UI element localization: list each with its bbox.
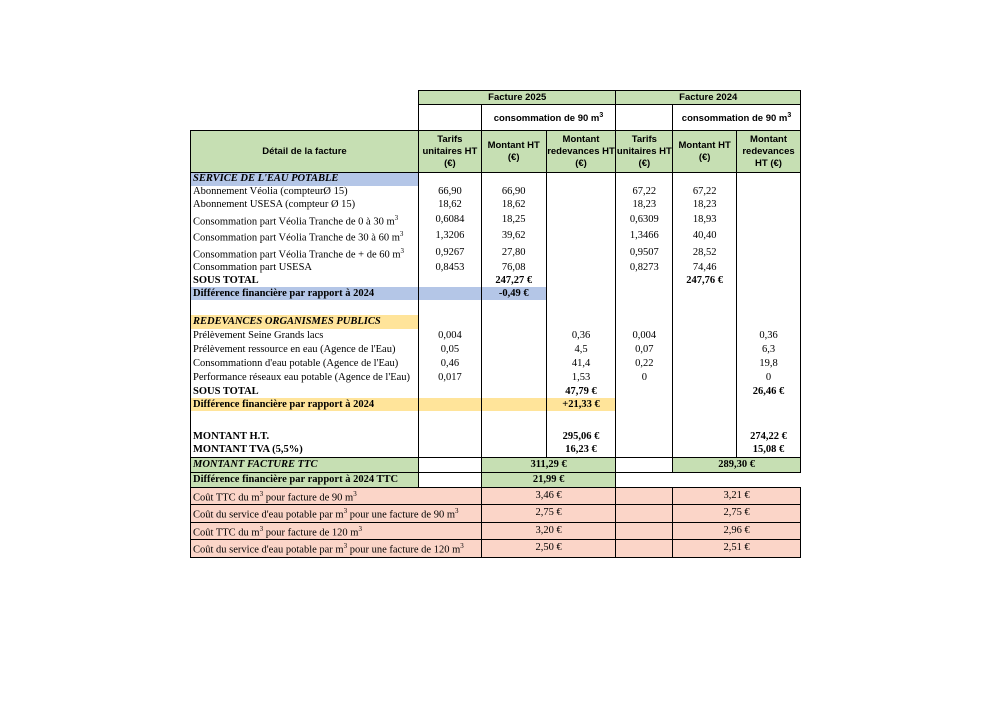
- montant-2024: 18,23: [673, 199, 737, 212]
- tarif-2025: 0,6084: [418, 212, 481, 229]
- redevances-diff-row: [191, 398, 801, 411]
- tarif-2024: 0,004: [616, 329, 673, 343]
- eau-row: [191, 186, 801, 199]
- montant-2024: 28,52: [673, 245, 737, 262]
- empty-cell: [481, 357, 546, 371]
- redevance-row-label: Consommationn d'eau potable (Agence de l'Eau): [191, 357, 419, 371]
- montant-2025: 39,62: [481, 228, 546, 245]
- redevance-2024: [737, 228, 801, 245]
- redevance-2024: [737, 261, 801, 274]
- montant-ttc-row: [191, 457, 801, 472]
- eau-subtotal-2025: 247,27 €: [481, 274, 546, 287]
- row-label-text: Consommation part Véolia Tranche de 0 à 30 m: [193, 216, 395, 227]
- empty-cell: [546, 411, 616, 430]
- diff-ttc-label: Différence financière par rapport à 2024 TTC: [191, 472, 419, 487]
- eau-row-label: [191, 186, 419, 199]
- empty-cell: [481, 173, 546, 186]
- diff-ttc-row: [191, 472, 801, 487]
- col-montant-2025: Montant HT (€): [481, 131, 546, 173]
- empty-cell: [616, 398, 673, 411]
- cost-2024: 2,51 €: [673, 540, 801, 558]
- cost-label-post: pour facture de 90 m: [263, 492, 354, 503]
- redevance-2025: 0,36: [546, 329, 616, 343]
- empty-cell: [418, 315, 481, 329]
- redevance-row: [191, 329, 801, 343]
- empty-cell: [418, 411, 481, 430]
- row-label-text: Consommation part Véolia Tranche de 30 à 60 m: [193, 232, 400, 244]
- empty-cell: [616, 315, 673, 329]
- redevance-row-label: Prélèvement ressource en eau (Agence de l'Eau): [191, 343, 419, 357]
- montant-2025: 27,80: [481, 245, 546, 262]
- cost-2024: 2,75 €: [673, 505, 801, 523]
- redevance-2025: 4,5: [546, 343, 616, 357]
- section-redevances-title-row: [191, 315, 801, 329]
- empty-cell: [191, 300, 419, 315]
- eau-subtotal-label: SOUS TOTAL: [191, 274, 419, 287]
- superscript: 3: [455, 507, 459, 515]
- cost-label-post: pour une facture de 120 m: [347, 544, 461, 556]
- redevances-subtotal-2025: 47,79 €: [546, 385, 616, 398]
- redevance-2025: [546, 212, 616, 229]
- empty-cell: [616, 274, 673, 287]
- section-eau-title: SERVICE DE L'EAU POTABLE: [191, 173, 419, 186]
- tarif-2024: 18,23: [616, 199, 673, 212]
- eau-row-label: [191, 261, 419, 274]
- redevance-2024: [737, 212, 801, 229]
- eau-subtotal-2024: 247,76 €: [673, 274, 737, 287]
- eau-row: [191, 245, 801, 262]
- superscript: 3: [394, 213, 399, 222]
- empty-cell: [418, 457, 481, 472]
- empty-cell: [616, 444, 673, 457]
- empty-cell: [673, 357, 737, 371]
- empty-cell: [546, 300, 616, 315]
- empty-cell: [481, 398, 546, 411]
- empty-cell: [616, 522, 673, 540]
- row-label-text: Consommation part Véolia Tranche de + de 60 m: [193, 249, 401, 260]
- empty-cell: [418, 472, 481, 487]
- spacer-row: [191, 300, 801, 315]
- tarif-2025: 0,05: [418, 343, 481, 357]
- redevance-2025: [546, 186, 616, 199]
- redevance-row: [191, 357, 801, 371]
- empty-cell: [546, 315, 616, 329]
- empty-cell: [418, 398, 481, 411]
- cost-2025: 2,75 €: [481, 505, 616, 523]
- facture-2025-header: Facture 2025: [419, 91, 616, 105]
- superscript: 3: [358, 524, 362, 533]
- tarif-2025: 18,62: [418, 199, 481, 212]
- empty-cell: [418, 385, 481, 398]
- empty-cell: [673, 444, 737, 457]
- montant-tva-2024: 15,08 €: [737, 444, 801, 457]
- superscript: 3: [353, 489, 357, 498]
- redevance-row: [191, 343, 801, 357]
- empty-cell: [673, 300, 737, 315]
- montant-ttc-2024: 289,30 €: [673, 457, 801, 472]
- empty-cell: [673, 411, 737, 430]
- montant-ttc-label: MONTANT FACTURE TTC: [191, 457, 419, 472]
- invoice-detail-table: [190, 130, 801, 558]
- empty-cell: [673, 398, 737, 411]
- tarif-2024: 1,3466: [616, 228, 673, 245]
- redevance-2024: [737, 186, 801, 199]
- redevance-2024: 19,8: [737, 357, 801, 371]
- montant-tva-label: MONTANT TVA (5,5%): [191, 444, 419, 457]
- superscript: 3: [400, 246, 405, 255]
- empty-cell: [418, 444, 481, 457]
- superscript: 3: [343, 507, 348, 515]
- diff-ttc-value: 21,99 €: [481, 472, 616, 487]
- eau-row: [191, 199, 801, 212]
- montant-ht-label: MONTANT H.T.: [191, 430, 419, 444]
- cost-2025: 3,20 €: [481, 522, 616, 540]
- montant-2024: 40,40: [673, 228, 737, 245]
- tarif-2024: 0,6309: [616, 212, 673, 229]
- empty-cell: [481, 411, 546, 430]
- tarif-2025: 0,8453: [418, 261, 481, 274]
- empty-cell: [481, 430, 546, 444]
- tarif-2025: 66,90: [418, 186, 481, 199]
- redevances-diff-value: +21,33 €: [546, 398, 616, 411]
- empty-cell: [616, 540, 673, 558]
- empty-cell: [418, 287, 481, 300]
- tarif-2025: 0,46: [418, 357, 481, 371]
- cost-2025: 2,50 €: [481, 540, 616, 558]
- montant-2025: 76,08: [481, 261, 546, 274]
- empty-cell: [481, 315, 546, 329]
- redevances-subtotal-2024: 26,46 €: [737, 385, 801, 398]
- col-montant-2024: Montant HT (€): [673, 131, 737, 173]
- cost-label-post: pour facture de 120 m: [263, 527, 359, 538]
- empty-cell: [616, 472, 801, 487]
- consommation-2025: consommation de 90 $m^3$: [481, 105, 616, 131]
- empty-cell: [616, 173, 673, 186]
- tarif-2024: 0,22: [616, 357, 673, 371]
- empty-cell: [481, 385, 546, 398]
- empty-cell: [737, 315, 801, 329]
- redevance-row-label: Prélèvement Seine Grands lacs: [191, 329, 419, 343]
- redevance-row-label: Performance réseaux eau potable (Agence de l'Eau): [191, 371, 419, 385]
- tarif-2025: 1,3206: [418, 228, 481, 245]
- col-tarifs-2025: Tarifs unitaires HT (€): [418, 131, 481, 173]
- empty-cell: [673, 430, 737, 444]
- redevance-2025: [546, 261, 616, 274]
- redevances-subtotal-label: SOUS TOTAL: [191, 385, 419, 398]
- cost-label-pre: Coût TTC du m: [193, 527, 260, 538]
- empty-cell: [616, 411, 673, 430]
- blank-cell: [419, 105, 482, 131]
- cost-label: [191, 522, 482, 540]
- empty-cell: [418, 274, 481, 287]
- year-header-table: [418, 90, 801, 131]
- empty-cell: [481, 343, 546, 357]
- cost-label: [191, 540, 482, 558]
- empty-cell: [546, 274, 616, 287]
- facture-2024-header: Facture 2024: [616, 91, 801, 105]
- empty-cell: [673, 315, 737, 329]
- eau-subtotal-row: [191, 274, 801, 287]
- eau-diff-label: Différence financière par rapport à 2024: [191, 287, 419, 300]
- eau-row-label: [191, 228, 419, 245]
- redevance-2024: 0,36: [737, 329, 801, 343]
- eau-row: [191, 212, 801, 229]
- montant-ttc-2025: 311,29 €: [481, 457, 616, 472]
- montant-2024: 67,22: [673, 186, 737, 199]
- montant-tva-row: [191, 444, 801, 457]
- eau-row-label: [191, 199, 419, 212]
- col-tarifs-2024: Tarifs unitaires HT (€): [616, 131, 673, 173]
- empty-cell: [418, 430, 481, 444]
- redevance-2025: 1,53: [546, 371, 616, 385]
- eau-row-label: [191, 245, 419, 262]
- empty-cell: [673, 385, 737, 398]
- empty-cell: [737, 300, 801, 315]
- redevance-2024: [737, 245, 801, 262]
- empty-cell: [191, 411, 419, 430]
- column-header-row: [191, 131, 801, 173]
- redevance-2024: [737, 199, 801, 212]
- montant-ht-2025: 295,06 €: [546, 430, 616, 444]
- eau-row-label: [191, 212, 419, 229]
- superscript: 3: [259, 524, 264, 533]
- empty-cell: [737, 274, 801, 287]
- blank-cell: [616, 105, 673, 131]
- spacer-row: [191, 411, 801, 430]
- tarif-2024: 0: [616, 371, 673, 385]
- empty-cell: [737, 287, 801, 300]
- empty-cell: [616, 287, 673, 300]
- superscript: 3: [399, 230, 404, 238]
- montant-2025: 66,90: [481, 186, 546, 199]
- empty-cell: [546, 287, 616, 300]
- section-eau-title-row: [191, 173, 801, 186]
- empty-cell: [673, 287, 737, 300]
- empty-cell: [616, 385, 673, 398]
- redevance-row: [191, 371, 801, 385]
- empty-cell: [481, 371, 546, 385]
- eau-row: [191, 228, 801, 245]
- tarif-2025: 0,004: [418, 329, 481, 343]
- cost-label-pre: Coût du service d'eau potable par m: [193, 509, 344, 521]
- empty-cell: [673, 371, 737, 385]
- redevances-subtotal-row: [191, 385, 801, 398]
- empty-cell: [616, 430, 673, 444]
- consommation-2024: consommation de 90 $m^3$: [673, 105, 801, 131]
- empty-cell: [737, 173, 801, 186]
- empty-cell: [673, 329, 737, 343]
- tarif-2024: 67,22: [616, 186, 673, 199]
- cost-2025: 3,46 €: [481, 487, 616, 505]
- redevance-2024: 6,3: [737, 343, 801, 357]
- row-label-text: Abonnement Véolia (compteurØ 15): [193, 186, 348, 197]
- superscript: 3: [259, 489, 264, 498]
- cost-2024: 2,96 €: [673, 522, 801, 540]
- cost-label-pre: Coût TTC du m: [193, 492, 260, 503]
- tarif-2025: 0,017: [418, 371, 481, 385]
- empty-cell: [546, 173, 616, 186]
- empty-cell: [418, 173, 481, 186]
- tarif-2024: 0,07: [616, 343, 673, 357]
- montant-2024: 74,46: [673, 261, 737, 274]
- redevances-diff-label: Différence financière par rapport à 2024: [191, 398, 419, 411]
- tarif-2024: 0,8273: [616, 261, 673, 274]
- col-redevances-2024: Montant redevances HT (€): [737, 131, 801, 173]
- superscript: 3: [460, 542, 464, 550]
- redevance-2025: [546, 245, 616, 262]
- cost-label-pre: Coût du service d'eau potable par m: [193, 544, 344, 556]
- empty-cell: [737, 398, 801, 411]
- tarif-2025: 0,9267: [418, 245, 481, 262]
- empty-cell: [616, 300, 673, 315]
- empty-cell: [616, 487, 673, 505]
- tarif-2024: 0,9507: [616, 245, 673, 262]
- cost-2024: 3,21 €: [673, 487, 801, 505]
- cost-row: [191, 505, 801, 523]
- cost-label-post: pour une facture de 90 m: [347, 509, 455, 521]
- montant-2024: 18,93: [673, 212, 737, 229]
- eau-diff-row: [191, 287, 801, 300]
- cost-row: [191, 522, 801, 540]
- empty-cell: [418, 300, 481, 315]
- redevance-2025: [546, 228, 616, 245]
- section-redevances-title: REDEVANCES ORGANISMES PUBLICS: [191, 315, 419, 329]
- empty-cell: [481, 300, 546, 315]
- eau-diff-value: -0,49 €: [481, 287, 546, 300]
- col-redevances-2025: Montant redevances HT (€): [546, 131, 616, 173]
- montant-ht-row: [191, 430, 801, 444]
- empty-cell: [481, 444, 546, 457]
- superscript: 3: [343, 542, 348, 550]
- empty-cell: [673, 173, 737, 186]
- empty-cell: [673, 343, 737, 357]
- cost-row: [191, 540, 801, 558]
- montant-2025: 18,62: [481, 199, 546, 212]
- eau-row: [191, 261, 801, 274]
- empty-cell: [481, 329, 546, 343]
- montant-ht-2024: 274,22 €: [737, 430, 801, 444]
- empty-cell: [616, 505, 673, 523]
- empty-cell: [616, 457, 673, 472]
- col-detail: Détail de la facture: [191, 131, 419, 173]
- empty-cell: [737, 411, 801, 430]
- redevance-2025: 41,4: [546, 357, 616, 371]
- redevance-2025: [546, 199, 616, 212]
- cost-label: [191, 505, 482, 523]
- redevance-2024: 0: [737, 371, 801, 385]
- cost-label: [191, 487, 482, 505]
- cost-row: [191, 487, 801, 505]
- montant-2025: 18,25: [481, 212, 546, 229]
- montant-tva-2025: 16,23 €: [546, 444, 616, 457]
- row-label-text: Consommation part USESA: [193, 261, 313, 273]
- row-label-text: Abonnement USESA (compteur Ø 15): [193, 199, 356, 210]
